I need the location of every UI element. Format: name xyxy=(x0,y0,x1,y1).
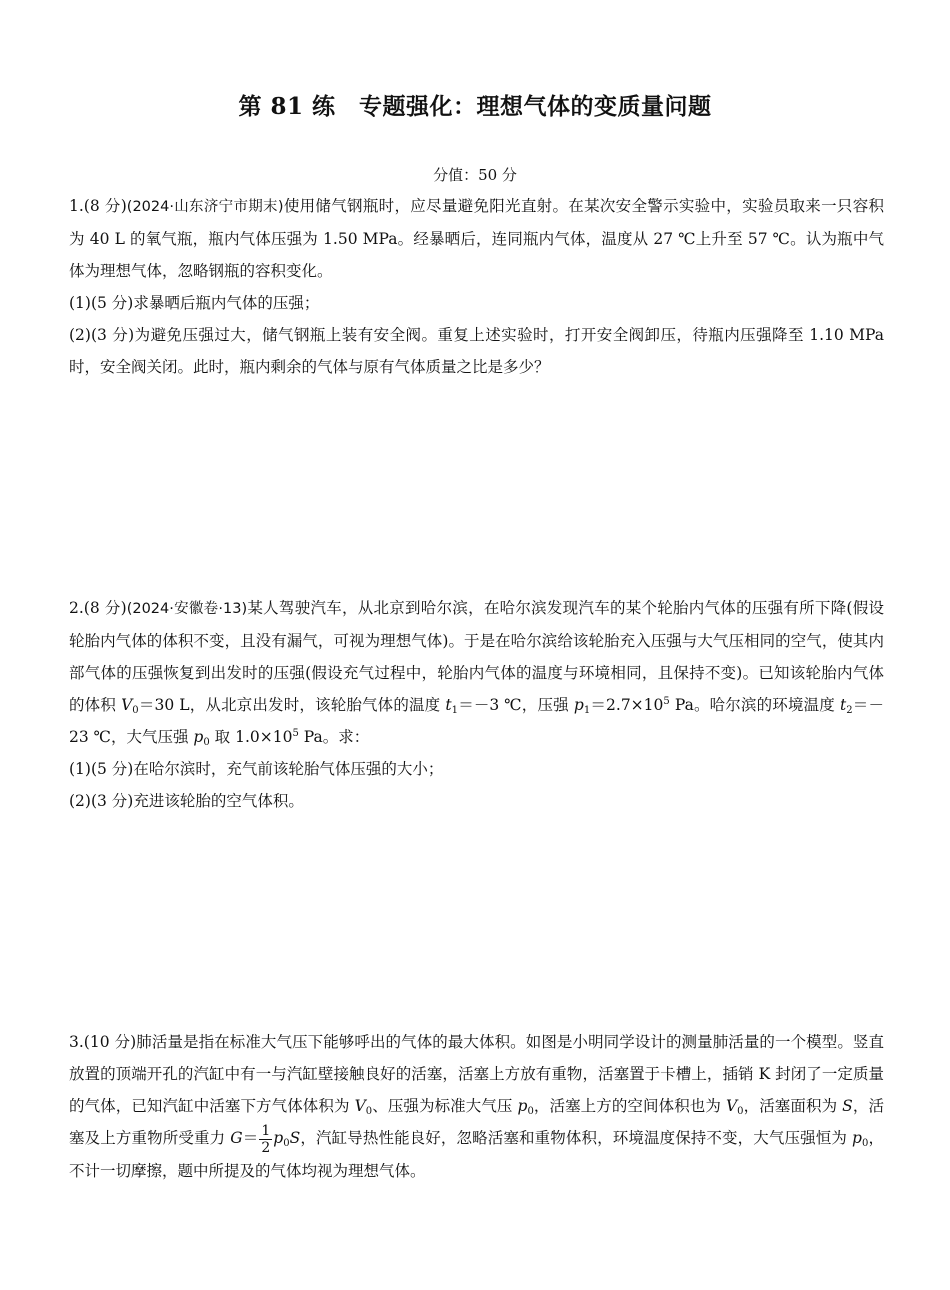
question-1-stem: 1.(8 分)(2024·山东济宁市期末)使用储气钢瓶时，应尽量避免阳光直射。在某次安全警示实验中，实验员取来一只容积为 40 L 的氧气瓶，瓶内气体压强为 1.50 MPa。经暴晒后，连同瓶内气体，温度从 27 ℃上升至 57 ℃。认为瓶中气体为理想气体，忽略钢瓶的容积变化。 xyxy=(69,197,885,280)
question-3 xyxy=(69,1026,884,1187)
question-2 xyxy=(69,592,884,817)
question-1-part-2: (2)(3 分)为避免压强过大，储气钢瓶上装有安全阀。重复上述实验时，打开安全阀卸压，待瓶内压强降至 1.10 MPa 时，安全阀关闭。此时，瓶内剩余的气体与原有气体质量之比是多少？ xyxy=(69,326,884,376)
question-1 xyxy=(69,190,884,383)
question-2-part-2: (2)(3 分)充进该轮胎的空气体积。 xyxy=(69,792,304,810)
fraction-one-half: $\frac{1}{2}$ xyxy=(261,1122,271,1156)
question-2-stem: 2.(8 分)(2024·安徽卷·13)某人驾驶汽车，从北京到哈尔滨，在哈尔滨发现汽车的某个轮胎内气体的压强有所下降(假设轮胎内气体的体积不变，且没有漏气，可视为理想气体)。于是在哈尔滨给该轮胎充入压强与大气压相同的空气，使其内部气体的压强恢复到出发时的压强(假设充气过程中，轮胎内气体的温度与环境相同，且保持不变)。已知该轮胎内气体的体积 $V_0=30$ L，从北京出发时，该轮胎气体的温度 $t_1=-3$ ℃，压强 $p_1=2.7\times 10^5$ Pa。哈尔滨的环境温度 $t_2=-23$ ℃，大气压强 $p_0$ 取 $1.0\times 10^5$ Pa。求： xyxy=(69,599,884,748)
page-title: 第 81 练 专题强化：理想气体的变质量问题 xyxy=(238,93,712,120)
question-1-part-1: (1)(5 分)求暴晒后瓶内气体的压强； xyxy=(69,294,320,312)
question-3-stem: 3.(10 分)肺活量是指在标准大气压下能够呼出的气体的最大体积。如图是小明同学设计的测量肺活量的一个模型。竖直放置的顶端开孔的汽缸中有一与汽缸壁接触良好的活塞，活塞上方放有重物，活塞置于卡槽上，插销 K 封闭了一定质量的气体，已知汽缸中活塞下方气体体积为 $V_0$、压强为标准大气压 $p_0$，活塞上方的空间体积也为 $V_0$，活塞面积为 S，活塞及上方重物所受重力 G＝ $\frac{1}{2}$ $p_0S$，汽缸导热性能良好，忽略活塞和重物体积，环境温度保持不变，大气压强恒为 $p_0$，不计一切摩擦，题中所提及的气体均视为理想气体。 xyxy=(69,1033,884,1180)
question-2-part-1: (1)(5 分)在哈尔滨时，充气前该轮胎气体压强的大小； xyxy=(69,760,444,778)
score-line: 分值：50 分 xyxy=(433,166,517,184)
question-2-source: (2024·安徽卷·13) xyxy=(126,601,248,617)
question-1-source: (2024·山东济宁市期末) xyxy=(126,199,284,215)
